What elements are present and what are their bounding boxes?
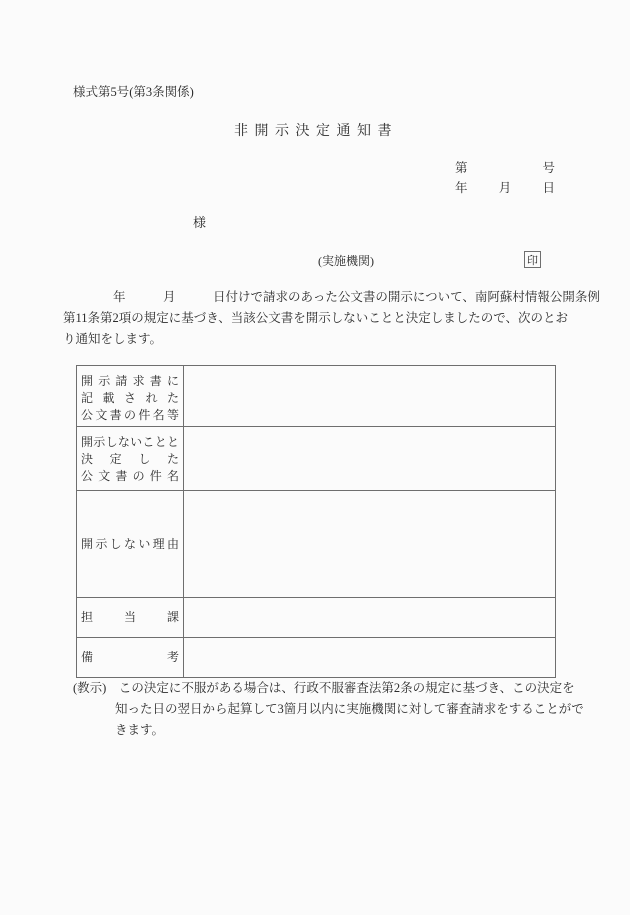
date-year-label: 年 <box>455 181 468 195</box>
label-line: 記載された <box>81 391 179 405</box>
label-line: 備考 <box>81 650 179 664</box>
label-line: 開示しないことと <box>81 435 179 449</box>
table-row-requested-doc-title <box>77 366 555 426</box>
issuer-label: (実施機関) <box>318 254 374 268</box>
label-non-disclosed-doc-title <box>77 427 184 490</box>
appeal-instruction-note <box>73 678 584 741</box>
label-non-disclosure-reason <box>77 491 184 597</box>
label-remarks <box>77 638 184 677</box>
doc-number-prefix: 第 <box>455 161 468 175</box>
label-line: 決定した <box>81 452 179 466</box>
value-department-in-charge <box>184 598 555 637</box>
label-requested-doc-title <box>77 366 184 426</box>
label-line: 担当課 <box>81 610 179 624</box>
footer-line: 知った日の翌日から起算して3箇月以内に実施機関に対して審査請求をすることがで <box>115 702 584 716</box>
table-row-remarks <box>77 637 555 677</box>
addressee-suffix: 様 <box>193 215 207 230</box>
label-line: 開示請求書に <box>81 374 179 388</box>
doc-number-line <box>455 158 555 178</box>
doc-date-line <box>455 178 555 198</box>
value-requested-doc-title <box>184 366 555 426</box>
body-line: り通知をします。 <box>63 332 163 346</box>
label-line: 開示しない理由 <box>81 536 179 551</box>
table-row-department-in-charge <box>77 597 555 637</box>
page-title: 非開示決定通知書 <box>234 124 398 139</box>
body-line: 第11条第2項の規定に基づき、当該公文書を開示しないことと決定しましたので、次のとお <box>63 311 569 325</box>
footer-line: (教示) この決定に不服がある場合は、行政不服審査法第2条の規定に基づき、この決定を <box>73 681 575 695</box>
label-department-in-charge <box>77 598 184 637</box>
table-row-non-disclosed-doc-title <box>77 426 555 490</box>
doc-number-date-block <box>455 158 555 198</box>
form-number: 様式第5号(第3条関係) <box>73 85 194 99</box>
seal-placeholder <box>524 251 541 268</box>
date-month-label: 月 <box>498 181 512 195</box>
footer-line: きます。 <box>115 723 165 737</box>
doc-number-suffix: 号 <box>542 161 555 175</box>
body-paragraph <box>63 287 600 350</box>
date-day-label: 日 <box>542 181 555 195</box>
table-row-non-disclosure-reason <box>77 490 555 597</box>
form-table <box>76 365 556 678</box>
label-line: 公文書の件名等 <box>81 408 179 422</box>
label-line: 公文書の件名 <box>81 469 179 483</box>
seal-character: 印 <box>527 254 538 267</box>
value-remarks <box>184 638 555 677</box>
body-line: 年 月 日付けで請求のあった公文書の開示について、南阿蘇村情報公開条例 <box>63 290 600 304</box>
value-non-disclosed-doc-title <box>184 427 555 490</box>
value-non-disclosure-reason <box>184 491 555 597</box>
